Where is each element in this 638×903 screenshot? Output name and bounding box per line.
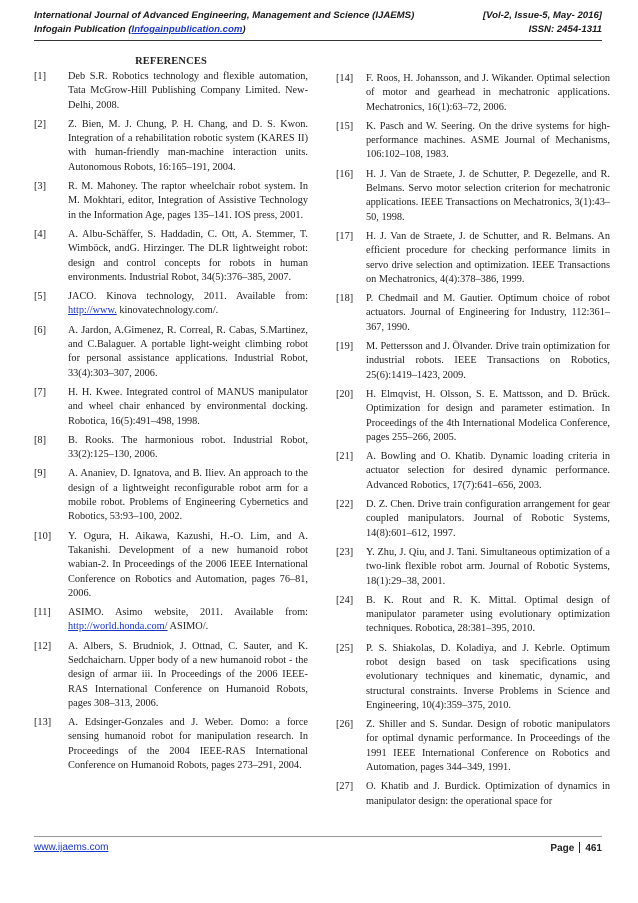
footer-divider [34,836,602,837]
reference-number: [17] [336,230,354,242]
reference-text: ASIMO. Asimo website, 2011. Available from: [68,607,308,619]
reference-text: O. Khatib and J. Burdick. Optimization of dynamics in manipulator design: the operational space for [366,781,610,807]
reference-number: [27] [336,781,354,793]
reference-number: [20] [336,388,354,400]
reference-number: [7] [34,386,47,398]
reference-number: [16] [336,168,354,180]
reference-item [336,230,610,287]
reference-number: [22] [336,499,354,511]
volume-info: [Vol-2, Issue-5, May- 2016] [482,10,602,21]
reference-text: B. Rooks. The harmonious robot. Industrial Robot, 33(2):125–130, 2006. [68,434,308,461]
reference-number: [19] [336,341,354,353]
reference-text: P. S. Shiakolas, D. Koladiya, and J. Kebrle. Optimum robot design based on task specifications using evolutionary techniques and kinematic, dynamic, and structural constraints. Inverse Problems in Science and Engineering, 10(4):359–375, 2010. [366,642,610,711]
reference-item [336,120,610,163]
reference-text: A. Bowling and O. Khatib. Dynamic loading criteria in actuator selection for desired dynamic performance. Advanced Robotics, 17(7):641–656, 2003. [366,451,610,491]
page-separator [579,842,580,853]
reference-item [34,716,308,773]
reference-item [34,530,308,601]
reference-item [336,168,610,225]
reference-text: A. Ananiev, D. Ignatova, and B. Iliev. An approach to the design of a lightweight reconfigurable robot arm for a mobile robot. Problems of Engineering Cybernetics and Robotics, 53:93–100, 2002. [68,468,308,523]
reference-item [336,72,610,115]
reference-number: [6] [34,324,47,336]
page-label: Page [550,843,575,854]
reference-text: H. Elmqvist, H. Olsson, S. E. Mattsson, and D. Brück. Optimization for design and parameter estimation. In Proceedings of the 4th International Modelica Conference, pages 255–266, 2005. [366,388,610,443]
page-number-block [550,842,602,854]
reference-text: H. J. Van de Straete, J. de Schutter, and R. Belmans. An efficient procedure for checking performance limits in servo drive selection and optimization. IEEE Transactions on Mechatronics, 4(4):378–386, 1999. [366,230,610,285]
reference-text: Z. Bien, M. J. Chung, P. H. Chang, and D. S. Kwon. Integration of a rehabilitation robotic system (KARES II) with human-friendly man-machine interaction units. Autonomous Robots, 16:165–191, 2004. [68,118,308,173]
page-number: 461 [585,843,602,854]
publisher-link[interactable]: Infogainpublication.com [131,24,243,35]
reference-number: [10] [34,530,52,542]
reference-item [336,780,610,809]
reference-item [336,450,610,493]
reference-number: [4] [34,228,47,240]
reference-text: Y. Zhu, J. Qiu, and J. Tani. Simultaneous optimization of a two-link flexible robot arm. Journal of Robotic Systems, 18(1):29–38, 2001. [366,546,610,587]
reference-item [336,594,610,637]
reference-number: [24] [336,594,354,606]
reference-number: [13] [34,717,52,729]
references-left-column [34,70,308,778]
reference-number: [23] [336,546,354,558]
reference-text: H. H. Kwee. Integrated control of MANUS manipulator and wheel chair enhanced by environmental docking. Robotica, 16(5):491–498, 1998. [68,386,308,427]
reference-number: [1] [34,71,47,82]
reference-text: A. Albu-Schäffer, S. Haddadin, C. Ott, A. Stemmer, T. Wimböck, andG. Hirzinger. The DLR lightweight robot: design and control concepts for robots in human environments. Industrial Robot, 34(5):376–385, 2007. [68,228,308,283]
reference-item [336,292,610,335]
reference-text: D. Z. Chen. Drive train configuration arrangement for gear coupled manipulators. Journal of Robotic Systems, 14(8):601–612, 1997. [366,499,610,539]
reference-item [34,324,308,381]
reference-text: H. J. Van de Straete, J. de Schutter, P. Degezelle, and R. Belmans. Servo motor selection criterion for mechatronic applications. IEEE Transactions on Mechatronics, 3(1):43–50, 1998. [366,168,610,223]
reference-item [34,467,308,524]
reference-item [336,498,610,541]
reference-text: R. M. Mahoney. The raptor wheelchair robot system. In M. Mokhtari, editor, Integration of Assistive Technology in the Information Age, pages 135–141. IOS press, 2001. [68,181,308,221]
reference-number: [21] [336,451,354,463]
reference-item [34,70,308,113]
reference-number: [11] [34,607,51,619]
publisher-header [34,24,602,35]
header-divider [34,40,602,41]
reference-number: [15] [336,120,354,132]
reference-item [34,180,308,223]
website-link[interactable]: www.ijaems.com [34,842,109,853]
issn: ISSN: 2454-1311 [528,24,602,35]
reference-item [34,228,308,285]
reference-number: [18] [336,293,354,305]
reference-item [336,340,610,383]
reference-item [336,718,610,775]
reference-text: K. Pasch and W. Seering. On the drive systems for high-performance machines. ASME Journal of Mechanisms, 106:102–108, 1983. [366,120,610,161]
reference-number: [26] [336,719,354,731]
reference-text: M. Pettersson and J. Ölvander. Drive train optimization for industrial robots. IEEE Transactions on Robotics, 25(6):1419–1423, 2009. [366,341,610,381]
reference-item [336,388,610,445]
reference-link[interactable]: http://world.honda.com/ [68,621,168,633]
reference-text-tail: ASIMO/. [167,621,209,633]
reference-text: Deb S.R. Robotics technology and flexible automation, Tata McGrow-Hill Publishing Company Limited. New-Delhi, 2008. [68,71,308,111]
reference-number: [3] [34,181,47,193]
reference-item [336,546,610,589]
reference-text: A. Jardon, A.Gimenez, R. Correal, R. Cabas, S.Martinez, and C.Balaguer. A portable light-weight climbing robot for personal assistance applications. Industrial Robot, 33(4):303–307, 2006. [68,324,308,379]
publisher-prefix: Infogain Publication ( [34,24,132,35]
reference-text: A. Albers, S. Brudniok, J. Ottnad, C. Sauter, and K. Sedchaicharn. Upper body of a new humanoid robot - the design of armar iii. In Proceedings of the 2006 IEEE-RAS International Conference on Humanoid Robots, pages 308–313, 2006. [68,640,308,709]
reference-number: [5] [34,291,47,303]
references-right-column [336,72,610,814]
reference-item [336,642,610,713]
reference-number: [14] [336,73,354,84]
reference-text: Y. Ogura, H. Aikawa, Kazushi, H.-O. Lim, and A. Takanishi. Development of a new humanoid robot wabian-2. In Proceedings of the 2006 IEEE International Conference on Robotics and Automation, pages 76–81, 2006. [68,530,308,599]
reference-link[interactable]: http://www. [68,305,117,317]
reference-item [34,640,308,711]
reference-item [34,290,308,319]
reference-number: [25] [336,642,354,654]
reference-text: B. K. Rout and R. K. Mittal. Optimal design of manipulator parameter using evolutionary optimization techniques. Robotica, 28:381–395, 2010. [366,594,610,635]
reference-item [34,386,308,429]
reference-text: A. Edsinger-Gonzales and J. Weber. Domo: a force sensing humanoid robot for manipulation research. In Proceedings of the 2004 IEEE-RAS International Conference on Humanoid Robots, pages 273–291, 2004. [68,717,308,772]
reference-number: [8] [34,434,47,446]
reference-number: [12] [34,640,52,652]
journal-header [34,10,602,21]
reference-text: P. Chedmail and M. Gautier. Optimum choice of robot actuators. Journal of Engineering for Industry, 112:361–367, 1990. [366,293,610,333]
journal-title: International Journal of Advanced Engineering, Management and Science (IJAEMS) [34,10,415,21]
reference-text: Z. Shiller and S. Sundar. Design of robotic manipulators for optimal dynamic performance. In Proceedings of the 1991 IEEE International Conference on Robotics and Automation, pages 344–349, 1991. [366,719,610,774]
references-heading: REFERENCES [135,56,207,67]
reference-item [34,606,308,635]
reference-number: [2] [34,118,47,130]
reference-text: JACO. Kinova technology, 2011. Available from: [68,291,308,303]
reference-item [34,434,308,463]
reference-text: F. Roos, H. Johansson, and J. Wikander. Optimal selection of motor and gearhead in mechatronic applications. Mechatronics, 16(1):63–72, 2006. [366,73,610,113]
reference-number: [9] [34,468,47,480]
reference-text-tail: kinovatechnology.com/. [116,305,219,317]
publisher-suffix: ) [242,24,246,35]
reference-item [34,118,308,175]
